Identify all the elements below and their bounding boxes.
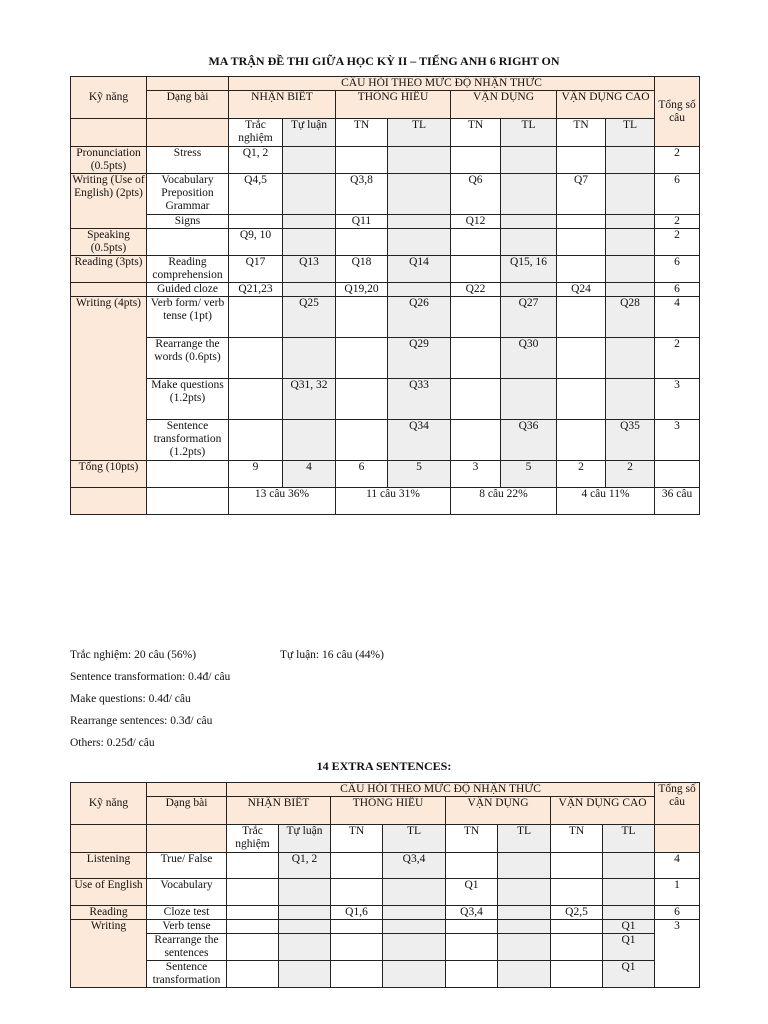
cell [383, 961, 446, 988]
note-tu-luan: Tự luận: 16 câu (44%) [280, 649, 384, 661]
table-row [71, 934, 700, 961]
header-blank [147, 77, 229, 91]
header-tn: TN [551, 825, 603, 853]
cell [446, 920, 498, 934]
cell: Q15, 16 [501, 256, 557, 283]
header-cau-hoi: CÂU HỎI THEO MỨC ĐỘ NHẬN THỨC [229, 77, 655, 91]
type-cell: Vocabulary [147, 879, 227, 906]
cell: 2 [557, 461, 606, 488]
table-row [71, 283, 700, 297]
cell [501, 379, 557, 420]
cell: Q1,6 [331, 906, 383, 920]
table-row [71, 174, 700, 215]
header-thong-hieu: THÔNG HIỂU [331, 797, 446, 825]
note-sentence-transformation: Sentence transformation: 0.4đ/ câu [70, 671, 231, 683]
cell: Q1 [446, 879, 498, 906]
table-row [71, 461, 700, 488]
cell [606, 283, 655, 297]
cell [606, 229, 655, 256]
header-ky-nang: Kỹ năng [71, 783, 147, 825]
cell [229, 420, 283, 461]
cell: Q12 [451, 215, 501, 229]
cell [451, 256, 501, 283]
total-cell: 3 [655, 379, 700, 420]
note-rearrange: Rearrange sentences: 0.3đ/ câu [70, 715, 213, 727]
cell [279, 920, 331, 934]
total-cell: 2 [655, 338, 700, 379]
cell [279, 879, 331, 906]
cell: Q17 [229, 256, 283, 283]
total-cell: 4 [655, 853, 700, 879]
exam-matrix-table [70, 76, 700, 515]
cell [501, 283, 557, 297]
cell: Q11 [336, 215, 388, 229]
table-row [71, 853, 700, 879]
header-tong: Tổng số câu [655, 77, 700, 147]
cell [227, 853, 279, 879]
cell [227, 879, 279, 906]
cell [279, 906, 331, 920]
type-cell [147, 229, 229, 256]
cell [283, 420, 336, 461]
total-cell: 6 [655, 174, 700, 215]
cell [336, 338, 388, 379]
cell: Q3,8 [336, 174, 388, 215]
cell [603, 906, 655, 920]
header-van-dung: VẬN DỤNG [451, 91, 557, 119]
cell [283, 147, 336, 174]
cell [557, 420, 606, 461]
table-row [71, 379, 700, 420]
header-trac-nghiem: Trắc nghiệm [227, 825, 279, 853]
cell [551, 961, 603, 988]
cell: Q3,4 [446, 906, 498, 920]
skill-cell: Writing (Use of English) (2pts) [71, 174, 147, 229]
total-cell: 4 [655, 297, 700, 338]
type-cell: Reading comprehension [147, 256, 229, 283]
table-row [71, 920, 700, 934]
skill-cell: Reading (3pts) [71, 256, 147, 283]
cell: Q1 [603, 961, 655, 988]
cell [336, 420, 388, 461]
header-tu-luan: Tự luận [283, 119, 336, 147]
page-title: MA TRẬN ĐỀ THI GIỮA HỌC KỲ II – TIẾNG ANH 6 RIGHT ON [208, 54, 560, 68]
cell [551, 879, 603, 906]
cell: Q2,5 [551, 906, 603, 920]
cell [229, 215, 283, 229]
total-cell: 6 [655, 906, 700, 920]
table-row [71, 879, 700, 906]
cell: 6 [336, 461, 388, 488]
cell [283, 174, 336, 215]
skill-cell [71, 283, 147, 297]
cell [498, 961, 551, 988]
cell: Q35 [606, 420, 655, 461]
cell: Q3,4 [383, 853, 446, 879]
cell: 3 [451, 461, 501, 488]
cell: Q19,20 [336, 283, 388, 297]
table-row [71, 338, 700, 379]
cell: Q36 [501, 420, 557, 461]
cell [388, 215, 451, 229]
skill-cell: Writing (4pts) [71, 297, 147, 461]
cell: Q18 [336, 256, 388, 283]
cell [557, 338, 606, 379]
header-tl: TL [603, 825, 655, 853]
header-tn: TN [557, 119, 606, 147]
total-cell: 6 [655, 256, 700, 283]
cell [383, 906, 446, 920]
header-blank [71, 119, 147, 147]
extra-matrix-table [70, 782, 700, 988]
cell [501, 147, 557, 174]
cell [557, 147, 606, 174]
cell [551, 934, 603, 961]
header-thong-hieu: THÔNG HIỂU [336, 91, 451, 119]
cell: 5 [388, 461, 451, 488]
cell [498, 879, 551, 906]
total-cell: 6 [655, 283, 700, 297]
cell [498, 920, 551, 934]
cell: Q28 [606, 297, 655, 338]
total-cell: 1 [655, 879, 700, 906]
header-dang-bai: Dạng bài [147, 91, 229, 119]
cell [446, 961, 498, 988]
skill-cell [71, 488, 147, 515]
skill-cell: Tổng (10pts) [71, 461, 147, 488]
cell [279, 961, 331, 988]
cell [498, 906, 551, 920]
cell [501, 215, 557, 229]
header-tl: TL [501, 119, 557, 147]
header-blank [147, 783, 227, 797]
table-row [71, 147, 700, 174]
header-ky-nang: Kỹ năng [71, 77, 147, 119]
cell: Q22 [451, 283, 501, 297]
header-van-dung-cao: VẬN DỤNG CAO [557, 91, 655, 119]
cell [229, 379, 283, 420]
cell: Q9, 10 [229, 229, 283, 256]
cell [451, 229, 501, 256]
skill-cell: Pronunciation (0.5pts) [71, 147, 147, 174]
total-cell [655, 461, 700, 488]
cell: 2 [606, 461, 655, 488]
cell [283, 283, 336, 297]
cell [603, 879, 655, 906]
header-tu-luan: Tự luận [279, 825, 331, 853]
type-cell [147, 488, 229, 515]
section-subtitle: 14 EXTRA SENTENCES: [316, 759, 452, 773]
table-row [71, 229, 700, 256]
cell [331, 879, 383, 906]
header-nhan-biet: NHẬN BIẾT [229, 91, 336, 119]
table-row [71, 297, 700, 338]
cell: Q24 [557, 283, 606, 297]
type-cell: Signs [147, 215, 229, 229]
cell [388, 283, 451, 297]
cell [331, 853, 383, 879]
type-cell: Rearrange the sentences [147, 934, 227, 961]
cell: Q34 [388, 420, 451, 461]
header-cau-hoi: CÂU HỎI THEO MỨC ĐỘ NHẬN THỨC [227, 783, 655, 797]
header-tn: TN [331, 825, 383, 853]
cell [336, 229, 388, 256]
cell [557, 229, 606, 256]
cell: Q14 [388, 256, 451, 283]
cell: Q7 [557, 174, 606, 215]
cell [283, 215, 336, 229]
cell [451, 338, 501, 379]
table-row [71, 256, 700, 283]
header-tn: TN [451, 119, 501, 147]
cell [606, 215, 655, 229]
cell: 9 [229, 461, 283, 488]
cell [331, 934, 383, 961]
type-cell: Sentence transformation [147, 961, 227, 988]
cell [557, 297, 606, 338]
total-cell: 2 [655, 215, 700, 229]
cell [557, 379, 606, 420]
header-blank [147, 825, 227, 853]
table-row [71, 488, 700, 515]
cell: Q4,5 [229, 174, 283, 215]
cell [501, 174, 557, 215]
header-nhan-biet: NHẬN BIẾT [227, 797, 331, 825]
cell [557, 215, 606, 229]
note-trac-nghiem: Trắc nghiệm: 20 câu (56%) [70, 649, 197, 661]
cell: 5 [501, 461, 557, 488]
cell [383, 920, 446, 934]
cell [498, 853, 551, 879]
type-cell: Stress [147, 147, 229, 174]
header-tong: Tổng số câu [655, 783, 700, 825]
header-tn: TN [446, 825, 498, 853]
table-row [71, 420, 700, 461]
skill-cell: Speaking (0.5pts) [71, 229, 147, 256]
header-tn: TN [336, 119, 388, 147]
cell: Q1, 2 [279, 853, 331, 879]
cell: Q26 [388, 297, 451, 338]
pct-cell: 4 câu 11% [557, 488, 655, 515]
header-blank [147, 119, 229, 147]
table-row [71, 906, 700, 920]
header-dang-bai: Dạng bài [147, 797, 227, 825]
cell [451, 147, 501, 174]
cell [383, 934, 446, 961]
type-cell: Guided cloze [147, 283, 229, 297]
type-cell: Verb tense [147, 920, 227, 934]
cell [451, 379, 501, 420]
cell [551, 853, 603, 879]
header-trac-nghiem: Trắc nghiệm [229, 119, 283, 147]
cell: Q1, 2 [229, 147, 283, 174]
header-tl: TL [606, 119, 655, 147]
cell [606, 256, 655, 283]
cell [551, 920, 603, 934]
cell: Q29 [388, 338, 451, 379]
cell [336, 297, 388, 338]
total-cell: 2 [655, 229, 700, 256]
cell: Q33 [388, 379, 451, 420]
cell [446, 853, 498, 879]
cell [229, 338, 283, 379]
note-others: Others: 0.25đ/ câu [70, 737, 155, 749]
skill-cell: Writing [71, 920, 147, 988]
cell [451, 297, 501, 338]
cell: Q31, 32 [283, 379, 336, 420]
cell: 4 [283, 461, 336, 488]
cell: Q27 [501, 297, 557, 338]
skill-cell: Listening [71, 853, 147, 879]
type-cell: Rearrange the words (0.6pts) [147, 338, 229, 379]
cell [501, 229, 557, 256]
header-van-dung-cao: VẬN DỤNG CAO [551, 797, 655, 825]
pct-cell: 11 câu 31% [336, 488, 451, 515]
cell [498, 934, 551, 961]
cell [606, 338, 655, 379]
header-tl: TL [388, 119, 451, 147]
cell [227, 920, 279, 934]
cell: Q25 [283, 297, 336, 338]
cell: Q6 [451, 174, 501, 215]
cell: Q13 [283, 256, 336, 283]
table-row [71, 215, 700, 229]
cell [279, 934, 331, 961]
cell [283, 338, 336, 379]
cell [446, 934, 498, 961]
type-cell [147, 461, 229, 488]
cell [283, 229, 336, 256]
cell [229, 297, 283, 338]
table-row [71, 961, 700, 988]
cell: Q1 [603, 920, 655, 934]
type-cell: Verb form/ verb tense (1pt) [147, 297, 229, 338]
cell [388, 174, 451, 215]
total-cell: 2 [655, 147, 700, 174]
cell [603, 853, 655, 879]
cell [451, 420, 501, 461]
cell [606, 379, 655, 420]
cell [388, 229, 451, 256]
type-cell: True/ False [147, 853, 227, 879]
cell [557, 256, 606, 283]
total-cell: 3 [655, 920, 700, 988]
cell: Q30 [501, 338, 557, 379]
cell [388, 147, 451, 174]
cell [331, 920, 383, 934]
type-cell: Cloze test [147, 906, 227, 920]
skill-cell: Reading [71, 906, 147, 920]
cell [227, 934, 279, 961]
header-van-dung: VẬN DỤNG [446, 797, 551, 825]
grand-total-cell: 36 câu [655, 488, 700, 515]
skill-cell: Use of English [71, 879, 147, 906]
header-blank [71, 825, 147, 853]
cell [336, 379, 388, 420]
total-cell: 3 [655, 420, 700, 461]
cell: Q1 [603, 934, 655, 961]
cell [227, 961, 279, 988]
cell [331, 961, 383, 988]
header-tl: TL [498, 825, 551, 853]
note-make-questions: Make questions: 0.4đ/ câu [70, 693, 191, 705]
type-cell: Vocabulary Preposition Grammar [147, 174, 229, 215]
pct-cell: 8 câu 22% [451, 488, 557, 515]
type-cell: Make questions (1.2pts) [147, 379, 229, 420]
cell [606, 147, 655, 174]
cell [606, 174, 655, 215]
header-tl: TL [383, 825, 446, 853]
cell [227, 906, 279, 920]
cell: Q21,23 [229, 283, 283, 297]
header-blank [655, 825, 700, 853]
cell [336, 147, 388, 174]
type-cell: Sentence transformation (1.2pts) [147, 420, 229, 461]
pct-cell: 13 câu 36% [229, 488, 336, 515]
cell [383, 879, 446, 906]
